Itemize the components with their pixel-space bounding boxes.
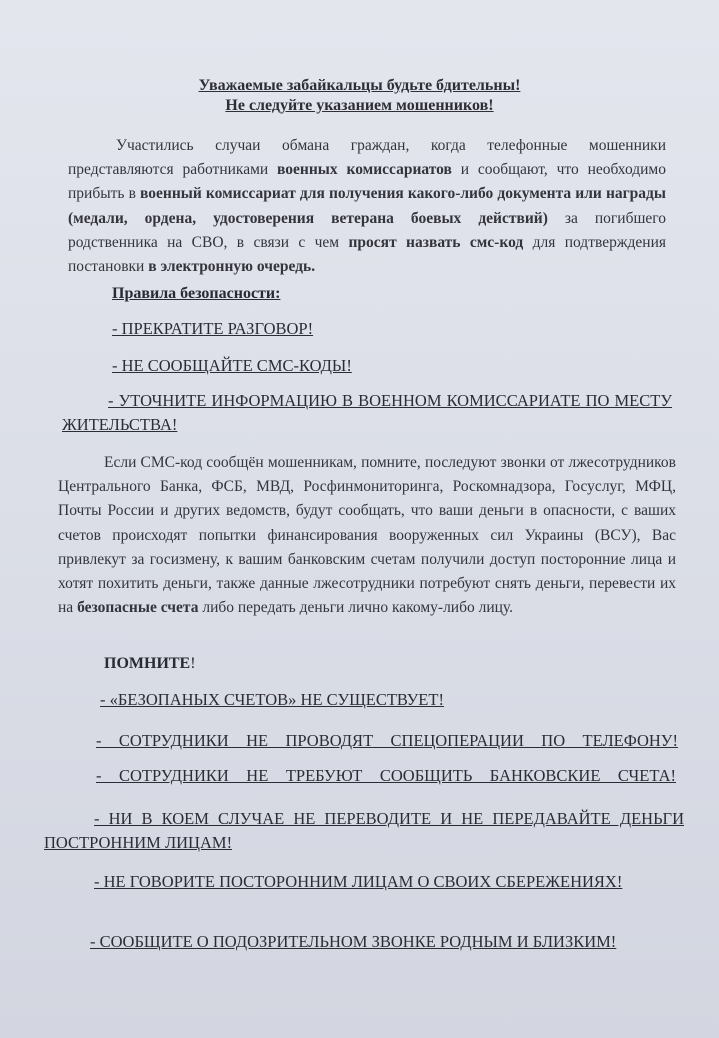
- intro-text-4: для подтверждения постановки: [68, 233, 667, 276]
- safety-rule-1: - ПРЕКРАТИТЕ РАЗГОВОР!: [112, 319, 314, 338]
- safety-rule-2: - НЕ СООБЩАЙТЕ СМС-КОДЫ!: [112, 356, 352, 375]
- warning-bold-1: безопасные счета: [77, 599, 199, 617]
- remember-item-2: - СОТРУДНИКИ НЕ ПРОВОДЯТ СПЕЦОПЕРАЦИИ ПО ТЕЛЕФОНУ!: [96, 731, 678, 750]
- intro-bold-2: военный комиссариат для получения какого-либо документа или награды (медали, ордена, удостоверения ветерана боевых действий): [68, 185, 666, 227]
- remember-heading-mark: !: [190, 655, 196, 672]
- remember-item-6: - СООБЩИТЕ О ПОДОЗРИТЕЛЬНОМ ЗВОНКЕ РОДНЫМ И БЛИЗКИМ!: [90, 932, 617, 951]
- intro-bold-4: в электронную очередь.: [148, 258, 316, 276]
- remember-item-4: - НИ В КОЕМ СЛУЧАЕ НЕ ПЕРЕВОДИТЕ И НЕ ПЕРЕДАВАЙТЕ ДЕНЬГИ ПОСТРОННИМ ЛИЦАМ!: [44, 809, 684, 852]
- safety-rules-heading: Правила безопасности:: [112, 285, 281, 302]
- intro-text-2: и сообщают, что необходимо прибыть в: [68, 161, 666, 203]
- warning-text-1: Если СМС-код сообщён мошенникам, помните, последуют звонки от лжесотрудников Центрального Банка, ФСБ, МВД, Росфинмониторинга, Роскомнадзора, Госуслуг, МФЦ, Почты России и других ведомств, будут сообщать, что ваши деньги в опасности, с ваших счетов происходят попытки финансирования вооруженных сил Украины (ВСУ), Вас привлекут за госизмену, к вашим банковским счетам получили доступ посторонние лица и хотят похитить деньги, также данные лжесотрудники потребуют снять деньги, перевести их на: [58, 454, 676, 617]
- remember-item-5: - НЕ ГОВОРИТЕ ПОСТОРОННИМ ЛИЦАМ О СВОИХ СБЕРЕЖЕНИЯХ!: [94, 872, 623, 891]
- remember-heading-text: ПОМНИТЕ: [104, 655, 191, 672]
- warning-text-2: либо передать деньги лично какому-либо лицу.: [198, 599, 514, 617]
- intro-text-3: за погибшего родственника на СВО, в связи с чем: [68, 209, 666, 251]
- intro-text-1: Участились случаи обмана граждан, когда телефонные мошенники представляются работниками: [68, 137, 666, 179]
- remember-item-3: - СОТРУДНИКИ НЕ ТРЕБУЮТ СООБЩИТЬ БАНКОВСКИЕ СЧЕТА!: [96, 766, 676, 785]
- intro-bold-1: военных комиссариатов: [277, 161, 452, 179]
- document-title-line2: Не следуйте указанием мошенников!: [225, 97, 494, 114]
- remember-item-1: - «БЕЗОПАНЫХ СЧЕТОВ» НЕ СУЩЕСТВУЕТ!: [100, 690, 444, 709]
- intro-bold-3: просят назвать смс-код: [348, 233, 524, 251]
- intro-paragraph: [68, 134, 666, 279]
- warning-paragraph: [58, 451, 676, 620]
- document-title-line1: Уважаемые забайкальцы будьте бдительны!: [198, 77, 521, 94]
- remember-heading: [104, 655, 196, 673]
- safety-rule-3: - УТОЧНИТЕ ИНФОРМАЦИЮ В ВОЕННОМ КОМИССАРИАТЕ ПО МЕСТУ ЖИТЕЛЬСТВА!: [62, 391, 672, 434]
